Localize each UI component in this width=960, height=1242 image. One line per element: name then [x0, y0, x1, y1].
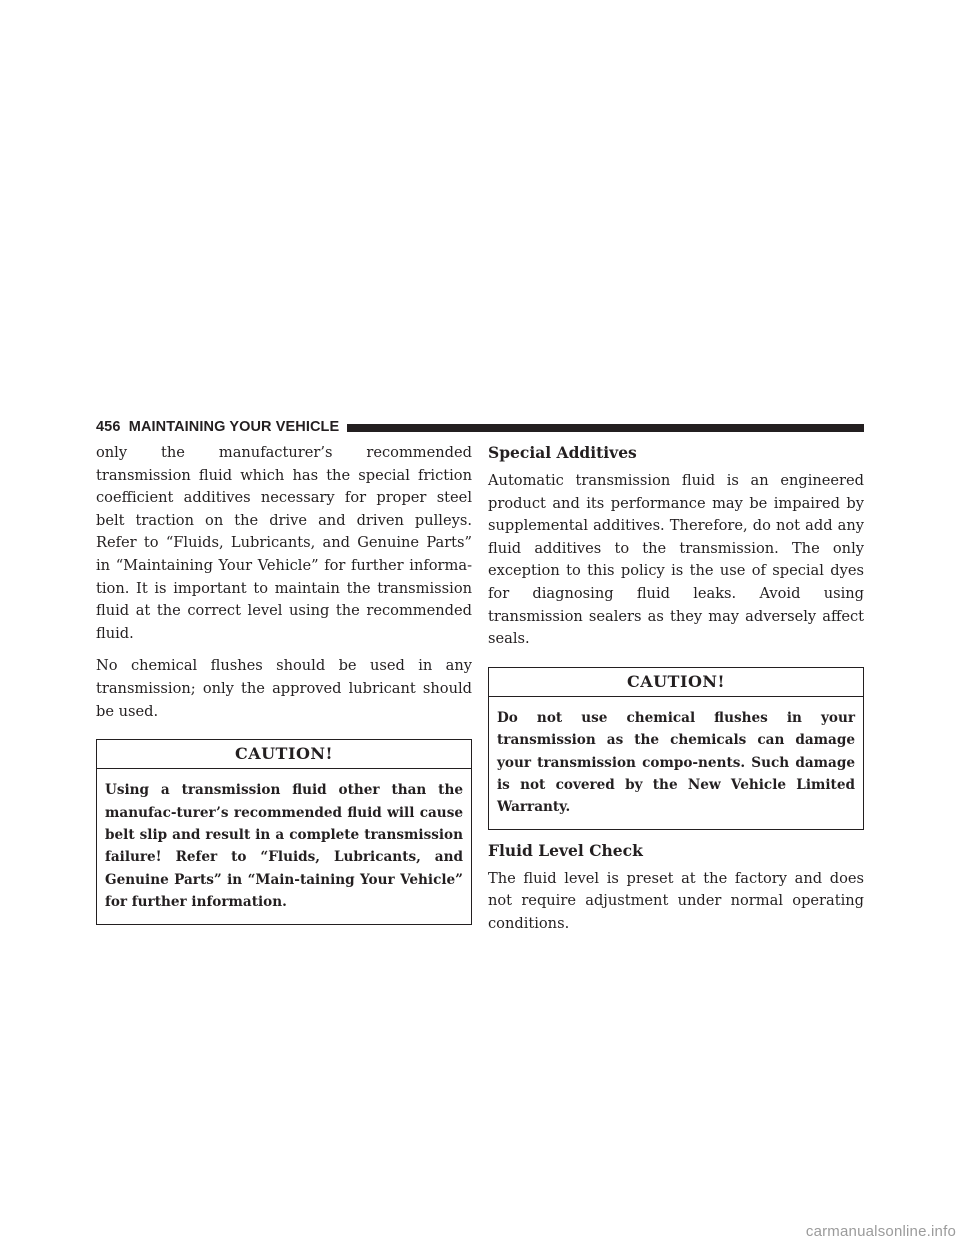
section-title: MAINTAINING YOUR VEHICLE: [128, 419, 340, 435]
fluid-level-check-heading: Fluid Level Check: [488, 840, 643, 860]
caution-title: CAUTION!: [489, 668, 863, 697]
chemical-flushes-paragraph: No chemical flushes should be used in any transmission; only the approved lubricant should be used.: [96, 657, 472, 720]
caution-box-fluid: [96, 739, 472, 924]
right-column: [488, 442, 864, 946]
site-watermark: carmanualsonline.info: [805, 1223, 956, 1240]
header-rule: [347, 424, 864, 432]
caution-body: Do not use chemical flushes in your transmission as the chemicals can damage your transmission compo-nents. Such damage is not covered by the New Vehicle Limited Warranty.: [497, 709, 855, 816]
special-additives-paragraph: Automatic transmission fluid is an engineered product and its performance may be impaired by supplemental additives. Therefore, do not add any fluid additives to the transmission. The only exception to this policy is the use of special dyes for diagnosing fluid leaks. Avoid using transmission sealers as they may adversely affect seals.: [488, 472, 864, 648]
left-column: [96, 442, 472, 935]
page-header: [96, 416, 864, 438]
fluid-level-check-paragraph: The fluid level is preset at the factory and does not require adjustment under normal operating conditions.: [488, 869, 864, 932]
page-number: 456: [96, 419, 121, 435]
caution-box-flushes: [488, 667, 864, 830]
special-additives-heading: Special Additives: [488, 443, 637, 462]
page-header-text: [96, 419, 339, 435]
caution-body: Using a transmission fluid other than the manufac-turer’s recommended fluid will cause belt slip and result in a complete transmission failure! Refer to “Fluids, Lubricants, and Genuine Parts” in “Main-taining Your Vehicle” for further information.: [105, 782, 463, 911]
transmission-fluid-paragraph: only the manufacturer’s recommended transmission fluid which has the special friction coefficient additives necessary for proper steel belt traction on the drive and driven pulleys. Refer to “Fluids, Lubricants, and Genuine Parts” in “Maintaining Your Vehicle” for further informa-tion. It is important to maintain the transmission fluid at the correct level using the recommended fluid.: [96, 444, 472, 642]
caution-title: CAUTION!: [97, 740, 471, 769]
